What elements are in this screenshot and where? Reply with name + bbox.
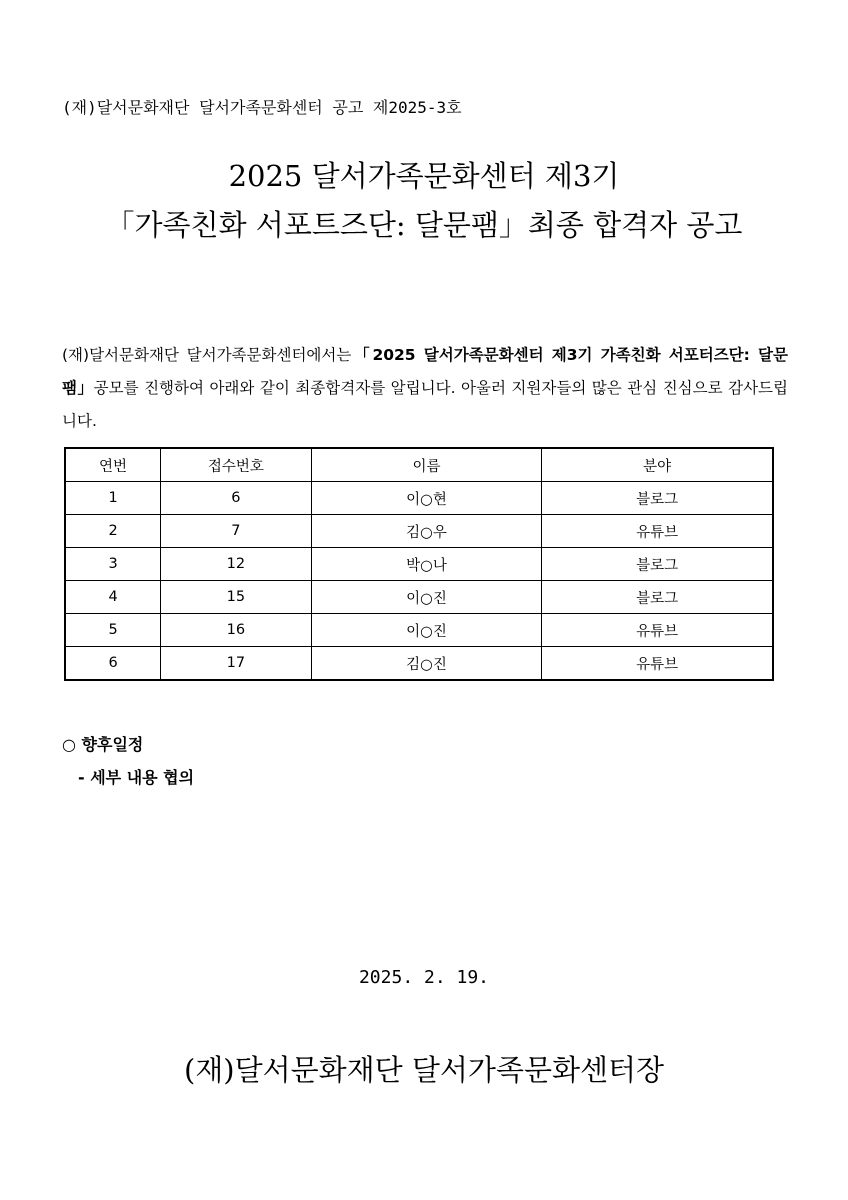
cell-serial: 3	[65, 548, 161, 581]
cell-application-number: 7	[161, 515, 312, 548]
notice-date: 2025. 2. 19.	[358, 967, 490, 988]
table-row	[65, 548, 773, 581]
cell-name: 김○진	[311, 647, 542, 681]
cell-application-number: 16	[161, 614, 312, 647]
schedule-item: - 세부 내용 협의	[78, 768, 195, 787]
header-name: 이름	[311, 448, 542, 482]
cell-application-number: 17	[161, 647, 312, 681]
results-table	[64, 447, 774, 681]
table-row	[65, 515, 773, 548]
table-row	[65, 647, 773, 681]
cell-field: 블로그	[542, 548, 773, 581]
cell-application-number: 6	[161, 482, 312, 515]
cell-serial: 5	[65, 614, 161, 647]
schedule-heading: ○ 향후일정	[62, 735, 144, 754]
cell-serial: 6	[65, 647, 161, 681]
announcement-body	[62, 339, 788, 438]
cell-name: 이○진	[311, 614, 542, 647]
cell-serial: 2	[65, 515, 161, 548]
body-details: 공모를 진행하여 아래와 같이 최종합격자를 알립니다. 아울러 지원자들의 많은 관심 진심으로 감사드립니다.	[62, 379, 788, 430]
cell-field: 유튜브	[542, 515, 773, 548]
cell-name: 이○진	[311, 581, 542, 614]
cell-field: 블로그	[542, 581, 773, 614]
body-program-name: 「2025 달서가족문화센터 제3기 가족친화 서포터즈단: 달문팸」	[62, 346, 788, 397]
body-intro: (재)달서문화재단 달서가족문화센터에서는	[62, 346, 352, 364]
table-header-row	[65, 448, 773, 482]
header-application-number: 접수번호	[161, 448, 312, 482]
header-field: 분야	[542, 448, 773, 482]
cell-application-number: 12	[161, 548, 312, 581]
cell-name: 박○나	[311, 548, 542, 581]
page-title-line-1: 2025 달서가족문화센터 제3기	[228, 159, 620, 193]
page-title-line-2: 「가족친화 서포트즈단: 달문팸」최종 합격자 공고	[105, 208, 743, 242]
table-row	[65, 482, 773, 515]
cell-name: 김○우	[311, 515, 542, 548]
schedule-section	[62, 728, 194, 794]
cell-field: 블로그	[542, 482, 773, 515]
cell-field: 유튜브	[542, 614, 773, 647]
cell-serial: 4	[65, 581, 161, 614]
cell-serial: 1	[65, 482, 161, 515]
issuer-name: (재)달서문화재단 달서가족문화센터장	[183, 1053, 665, 1087]
table-row	[65, 614, 773, 647]
cell-application-number: 15	[161, 581, 312, 614]
table-row	[65, 581, 773, 614]
notice-number: (재)달서문화재단 달서가족문화센터 공고 제2025-3호	[62, 98, 462, 117]
header-serial: 연번	[65, 448, 161, 482]
cell-name: 이○현	[311, 482, 542, 515]
cell-field: 유튜브	[542, 647, 773, 681]
